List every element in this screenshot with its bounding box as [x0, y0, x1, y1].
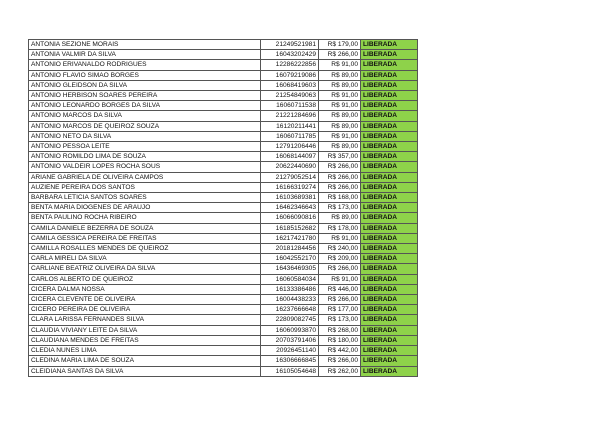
- id-cell[interactable]: 16060993870: [261, 325, 319, 335]
- status-cell[interactable]: LIBERADA: [361, 346, 418, 356]
- id-cell[interactable]: 12791206446: [261, 142, 319, 152]
- table-row[interactable]: [29, 162, 418, 172]
- status-cell[interactable]: LIBERADA: [361, 142, 418, 152]
- name-cell[interactable]: ANTONIO HERBISON SOARES PEREIRA: [29, 91, 261, 101]
- table-row[interactable]: [29, 346, 418, 356]
- table-body: [29, 40, 418, 377]
- value-cell[interactable]: R$ 262,00: [319, 366, 361, 376]
- status-cell[interactable]: LIBERADA: [361, 172, 418, 182]
- status-cell[interactable]: LIBERADA: [361, 70, 418, 80]
- value-cell[interactable]: R$ 266,00: [319, 356, 361, 366]
- status-cell[interactable]: LIBERADA: [361, 356, 418, 366]
- status-cell[interactable]: LIBERADA: [361, 101, 418, 111]
- id-cell[interactable]: 20926451140: [261, 346, 319, 356]
- table-row[interactable]: [29, 335, 418, 345]
- table-row[interactable]: [29, 356, 418, 366]
- value-cell[interactable]: R$ 268,00: [319, 325, 361, 335]
- id-cell[interactable]: 21249521981: [261, 40, 319, 50]
- name-cell[interactable]: ANTONIO PESSOA LEITE: [29, 142, 261, 152]
- table-row[interactable]: [29, 305, 418, 315]
- status-cell[interactable]: LIBERADA: [361, 305, 418, 315]
- value-cell[interactable]: R$ 357,00: [319, 152, 361, 162]
- table-row[interactable]: [29, 101, 418, 111]
- table-row[interactable]: [29, 264, 418, 274]
- name-cell[interactable]: ANTONIO NETO DA SILVA: [29, 131, 261, 141]
- name-cell[interactable]: CICERO PEREIRA DE OLIVEIRA: [29, 305, 261, 315]
- name-cell[interactable]: CLEIDIANA SANTAS DA SILVA: [29, 366, 261, 376]
- table-row[interactable]: [29, 111, 418, 121]
- table-row[interactable]: [29, 80, 418, 90]
- status-cell[interactable]: LIBERADA: [361, 335, 418, 345]
- table-row[interactable]: [29, 40, 418, 50]
- id-cell[interactable]: 16068144097: [261, 152, 319, 162]
- table-row[interactable]: [29, 213, 418, 223]
- id-cell[interactable]: 16079219086: [261, 70, 319, 80]
- id-cell[interactable]: 22809082745: [261, 315, 319, 325]
- table-row[interactable]: [29, 233, 418, 243]
- name-cell[interactable]: ANTONIA VALMIR DA SILVA: [29, 50, 261, 60]
- name-cell[interactable]: ANTONIA SEZIONE MORAIS: [29, 40, 261, 50]
- table-row[interactable]: [29, 244, 418, 254]
- table-row[interactable]: [29, 182, 418, 192]
- status-cell[interactable]: LIBERADA: [361, 50, 418, 60]
- id-cell[interactable]: 16120211441: [261, 121, 319, 131]
- name-cell[interactable]: AUZIENE PEREIRA DOS SANTOS: [29, 182, 261, 192]
- status-cell[interactable]: LIBERADA: [361, 131, 418, 141]
- id-cell[interactable]: 16060711538: [261, 101, 319, 111]
- status-cell[interactable]: LIBERADA: [361, 60, 418, 70]
- status-cell[interactable]: LIBERADA: [361, 182, 418, 192]
- name-cell[interactable]: ANTONIO LEONARDO BORGES DA SILVA: [29, 101, 261, 111]
- value-cell[interactable]: R$ 91,00: [319, 233, 361, 243]
- name-cell[interactable]: CLARA LARISSA FERNANDES SILVA: [29, 315, 261, 325]
- value-cell[interactable]: R$ 266,00: [319, 172, 361, 182]
- name-cell[interactable]: ANTONIO MARCOS DE QUEIROZ SOUZA: [29, 121, 261, 131]
- table-row[interactable]: [29, 295, 418, 305]
- value-cell[interactable]: R$ 173,00: [319, 203, 361, 213]
- status-cell[interactable]: LIBERADA: [361, 244, 418, 254]
- id-cell[interactable]: 20181284456: [261, 244, 319, 254]
- id-cell[interactable]: 16306666845: [261, 356, 319, 366]
- name-cell[interactable]: BENTA PAULINO ROCHA RIBEIRO: [29, 213, 261, 223]
- status-cell[interactable]: LIBERADA: [361, 315, 418, 325]
- id-cell[interactable]: 12286222856: [261, 60, 319, 70]
- id-cell[interactable]: 16066090816: [261, 213, 319, 223]
- name-cell[interactable]: ANTONIO GLEIDSON DA SILVA: [29, 80, 261, 90]
- name-cell[interactable]: CLAUDIANA MENDES DE FREITAS: [29, 335, 261, 345]
- name-cell[interactable]: ANTONIO ERIVANALDO RODRIGUES: [29, 60, 261, 70]
- id-cell[interactable]: 16166319274: [261, 182, 319, 192]
- value-cell[interactable]: R$ 91,00: [319, 101, 361, 111]
- status-cell[interactable]: LIBERADA: [361, 40, 418, 50]
- value-cell[interactable]: R$ 89,00: [319, 121, 361, 131]
- id-cell[interactable]: 16060711785: [261, 131, 319, 141]
- id-cell[interactable]: 16103689381: [261, 193, 319, 203]
- id-cell[interactable]: 16043202429: [261, 50, 319, 60]
- status-cell[interactable]: LIBERADA: [361, 264, 418, 274]
- status-cell[interactable]: LIBERADA: [361, 213, 418, 223]
- value-cell[interactable]: R$ 178,00: [319, 223, 361, 233]
- status-cell[interactable]: LIBERADA: [361, 152, 418, 162]
- id-cell[interactable]: 16060584034: [261, 274, 319, 284]
- value-cell[interactable]: R$ 266,00: [319, 295, 361, 305]
- value-cell[interactable]: R$ 89,00: [319, 80, 361, 90]
- value-cell[interactable]: R$ 91,00: [319, 131, 361, 141]
- status-cell[interactable]: LIBERADA: [361, 295, 418, 305]
- id-cell[interactable]: 20622440690: [261, 162, 319, 172]
- table-row[interactable]: [29, 172, 418, 182]
- status-cell[interactable]: LIBERADA: [361, 111, 418, 121]
- status-cell[interactable]: LIBERADA: [361, 254, 418, 264]
- status-cell[interactable]: LIBERADA: [361, 274, 418, 284]
- id-cell[interactable]: 21254849063: [261, 91, 319, 101]
- value-cell[interactable]: R$ 89,00: [319, 213, 361, 223]
- status-cell[interactable]: LIBERADA: [361, 121, 418, 131]
- name-cell[interactable]: ANTONIO ROMILDO LIMA DE SOUZA: [29, 152, 261, 162]
- table-row[interactable]: [29, 223, 418, 233]
- value-cell[interactable]: R$ 89,00: [319, 70, 361, 80]
- table-row[interactable]: [29, 121, 418, 131]
- name-cell[interactable]: ANTONIO MARCOS DA SILVA: [29, 111, 261, 121]
- id-cell[interactable]: 16185152682: [261, 223, 319, 233]
- id-cell[interactable]: 16133386486: [261, 284, 319, 294]
- status-cell[interactable]: LIBERADA: [361, 223, 418, 233]
- name-cell[interactable]: CAMILA DANIELE BEZERRA DE SOUZA: [29, 223, 261, 233]
- name-cell[interactable]: ANTONIO VALDEIR LOPES ROCHA SOUS: [29, 162, 261, 172]
- value-cell[interactable]: R$ 442,00: [319, 346, 361, 356]
- name-cell[interactable]: CLAUDIA VIVIANY LEITE DA SILVA: [29, 325, 261, 335]
- table-row[interactable]: [29, 203, 418, 213]
- table-row[interactable]: [29, 131, 418, 141]
- table-row[interactable]: [29, 70, 418, 80]
- name-cell[interactable]: CICERA DALMA NOSSA: [29, 284, 261, 294]
- name-cell[interactable]: CICERA CLEVENTE DE OLIVEIRA: [29, 295, 261, 305]
- status-cell[interactable]: LIBERADA: [361, 162, 418, 172]
- id-cell[interactable]: 16068419603: [261, 80, 319, 90]
- value-cell[interactable]: R$ 179,00: [319, 40, 361, 50]
- value-cell[interactable]: R$ 91,00: [319, 91, 361, 101]
- value-cell[interactable]: R$ 177,00: [319, 305, 361, 315]
- status-cell[interactable]: LIBERADA: [361, 91, 418, 101]
- table-row[interactable]: [29, 254, 418, 264]
- table-row[interactable]: [29, 325, 418, 335]
- value-cell[interactable]: R$ 266,00: [319, 182, 361, 192]
- id-cell[interactable]: 16462346643: [261, 203, 319, 213]
- value-cell[interactable]: R$ 266,00: [319, 264, 361, 274]
- id-cell[interactable]: 16042552170: [261, 254, 319, 264]
- id-cell[interactable]: 16237666648: [261, 305, 319, 315]
- value-cell[interactable]: R$ 173,00: [319, 315, 361, 325]
- status-cell[interactable]: LIBERADA: [361, 203, 418, 213]
- value-cell[interactable]: R$ 168,00: [319, 193, 361, 203]
- table-row[interactable]: [29, 284, 418, 294]
- name-cell[interactable]: BENTA MARIA DIOGENES DE ARAUJO: [29, 203, 261, 213]
- name-cell[interactable]: CLEDINA MARIA LIMA DE SOUZA: [29, 356, 261, 366]
- table-row[interactable]: [29, 142, 418, 152]
- name-cell[interactable]: CARLIANE BEATRIZ OLIVEIRA DA SILVA: [29, 264, 261, 274]
- value-cell[interactable]: R$ 91,00: [319, 60, 361, 70]
- value-cell[interactable]: R$ 266,00: [319, 162, 361, 172]
- status-cell[interactable]: LIBERADA: [361, 193, 418, 203]
- table-row[interactable]: [29, 60, 418, 70]
- id-cell[interactable]: 16105054648: [261, 366, 319, 376]
- id-cell[interactable]: 16217421780: [261, 233, 319, 243]
- name-cell[interactable]: CARLOS ALBERTO DE QUEIROZ: [29, 274, 261, 284]
- table-row[interactable]: [29, 193, 418, 203]
- id-cell[interactable]: 20703791406: [261, 335, 319, 345]
- value-cell[interactable]: R$ 240,00: [319, 244, 361, 254]
- table-row[interactable]: [29, 366, 418, 376]
- name-cell[interactable]: CARLA MIRELI DA SILVA: [29, 254, 261, 264]
- table-row[interactable]: [29, 50, 418, 60]
- status-cell[interactable]: LIBERADA: [361, 284, 418, 294]
- value-cell[interactable]: R$ 266,00: [319, 50, 361, 60]
- value-cell[interactable]: R$ 180,00: [319, 335, 361, 345]
- value-cell[interactable]: R$ 209,00: [319, 254, 361, 264]
- id-cell[interactable]: 21221284696: [261, 111, 319, 121]
- table-row[interactable]: [29, 91, 418, 101]
- value-cell[interactable]: R$ 446,00: [319, 284, 361, 294]
- status-cell[interactable]: LIBERADA: [361, 80, 418, 90]
- name-cell[interactable]: ARIANE GABRIELA DE OLIVEIRA CAMPOS: [29, 172, 261, 182]
- table-row[interactable]: [29, 152, 418, 162]
- status-cell[interactable]: LIBERADA: [361, 366, 418, 376]
- value-cell[interactable]: R$ 89,00: [319, 142, 361, 152]
- status-cell[interactable]: LIBERADA: [361, 233, 418, 243]
- table-row[interactable]: [29, 274, 418, 284]
- name-cell[interactable]: BARBARA LETICIA SANTOS SOARES: [29, 193, 261, 203]
- id-cell[interactable]: 16004438233: [261, 295, 319, 305]
- id-cell[interactable]: 16436469305: [261, 264, 319, 274]
- name-cell[interactable]: CLEDIA NUNES LIMA: [29, 346, 261, 356]
- value-cell[interactable]: R$ 89,00: [319, 111, 361, 121]
- name-cell[interactable]: ANTONIO FLAVIO SIMAO BORGES: [29, 70, 261, 80]
- name-cell[interactable]: CAMILA GESSICA PEREIRA DE FREITAS: [29, 233, 261, 243]
- value-cell[interactable]: R$ 91,00: [319, 274, 361, 284]
- name-cell[interactable]: CAMILLA ROSALLES MENDES DE QUEIROZ: [29, 244, 261, 254]
- table-row[interactable]: [29, 315, 418, 325]
- id-cell[interactable]: 21279052514: [261, 172, 319, 182]
- spreadsheet-table: [28, 39, 418, 377]
- status-cell[interactable]: LIBERADA: [361, 325, 418, 335]
